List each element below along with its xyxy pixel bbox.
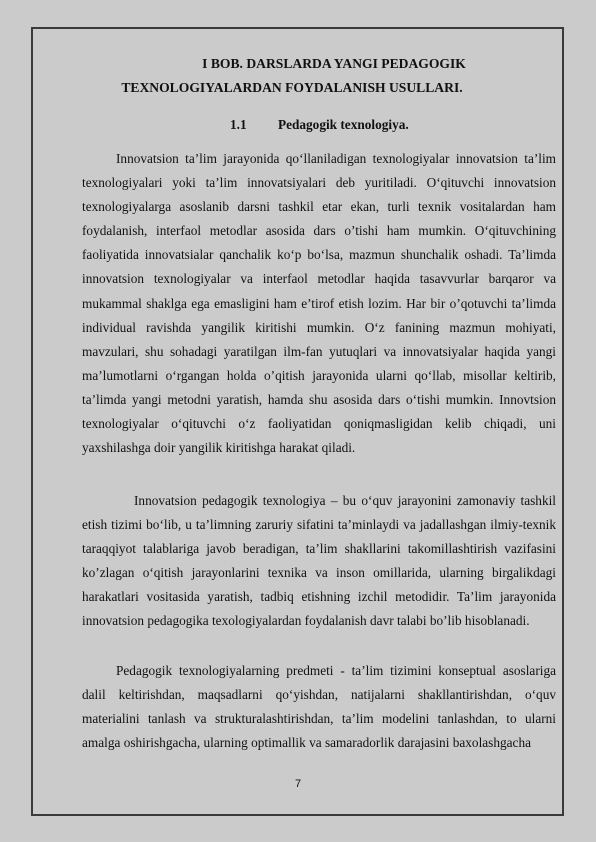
section-heading [230, 117, 409, 133]
chapter-title-line2: TEXNOLOGIYALARDAN FOYDALANISH USULLARI. [121, 80, 463, 95]
section-title: Pedagogik texnologiya. [277, 117, 409, 132]
page-number: 7 [294, 778, 302, 790]
paragraph-2: Innovatsion pedagogik texnologiya – bu o‘quv jarayonini zamonaviy tashkil etish tizimi bo‘lib, u ta’limning zaruriy sifatini ta’minlaydi va jadallashgan ilmiy-texnik taraqqiyot talablariga javob beradigan, ta’lim shakllarini takomillashtirish vazifasini ko’zlagan o‘qitish jarayonlarini texnika va inson omillarida, ularning birgalikdagi harakatlari vositasida yaratish, tadbiq etishning izchil metodidir. Ta’lim jarayonida innovatsion pedagogika texologiyalardan foydalanish davr talabi bo’lib hisoblanadi. [82, 493, 556, 629]
paragraph-1: Innovatsion ta’lim jarayonida qo‘llaniladigan texnologiyalar innovatsion ta’lim texnologiyalari yoki ta’lim innovatsiyalari deb yuritiladi. O‘qituvchi innovatsion texnologiyalarga asoslanib darsni tashkil etar ekan, turli texnik vositalardan ham foydalanish, interfaol metodlar asosida dars o’tishi ham mumkin. O‘qituvchining faoliyatida innovatsialar qanchalik ko‘p bo‘lsa, mazmun shunchalik oshadi. Ta’limda innovatsion texnologiyalar va interfaol metodlar haqida tasavvurlar barqaror va mukammal shaklga ega emasligini ham e’tirof etish lozim. Har bir o’qotuvchi ta’limda individual ravishda yangilik kiritishi mumkin. O‘z fanining mazmun mohiyati, mavzulari, shu sohadagi yaratilgan ilm-fan yutuqlari va innovatsiyalar haqida yangi ma’lumotlarni o‘rgangan holda o’qitish jarayonida ularni qo‘llab, misollar keltirib, ta’limda yangi metodni yaratish, hamda shu asosida dars o‘tishi mumkin. Innovtsion texnologiyalar o‘qituvchi o‘z faoliyatidan qoniqmasligidan kelib chiqadi, uni yaxshilashga doir yangilik kiritishga harakat qiladi. [82, 151, 556, 456]
chapter-title-line1: I BOB. DARSLARDA YANGI PEDAGOGIK [202, 56, 466, 71]
section-number: 1.1 [230, 117, 247, 132]
paragraph-3: Pedagogik texnologiyalarning predmeti - ta’lim tizimini konseptual asoslariga dalil keltirishdan, maqsadlarni qo‘yishdan, natijalarni shakllantirishdan, o‘quv materialini tanlash va strukturalashtirishdan, ta’lim modelini tanlashdan, to ularni amalga oshirishgacha, ularning optimallik va samaradorlik darajasini baxolashgacha [82, 663, 556, 751]
